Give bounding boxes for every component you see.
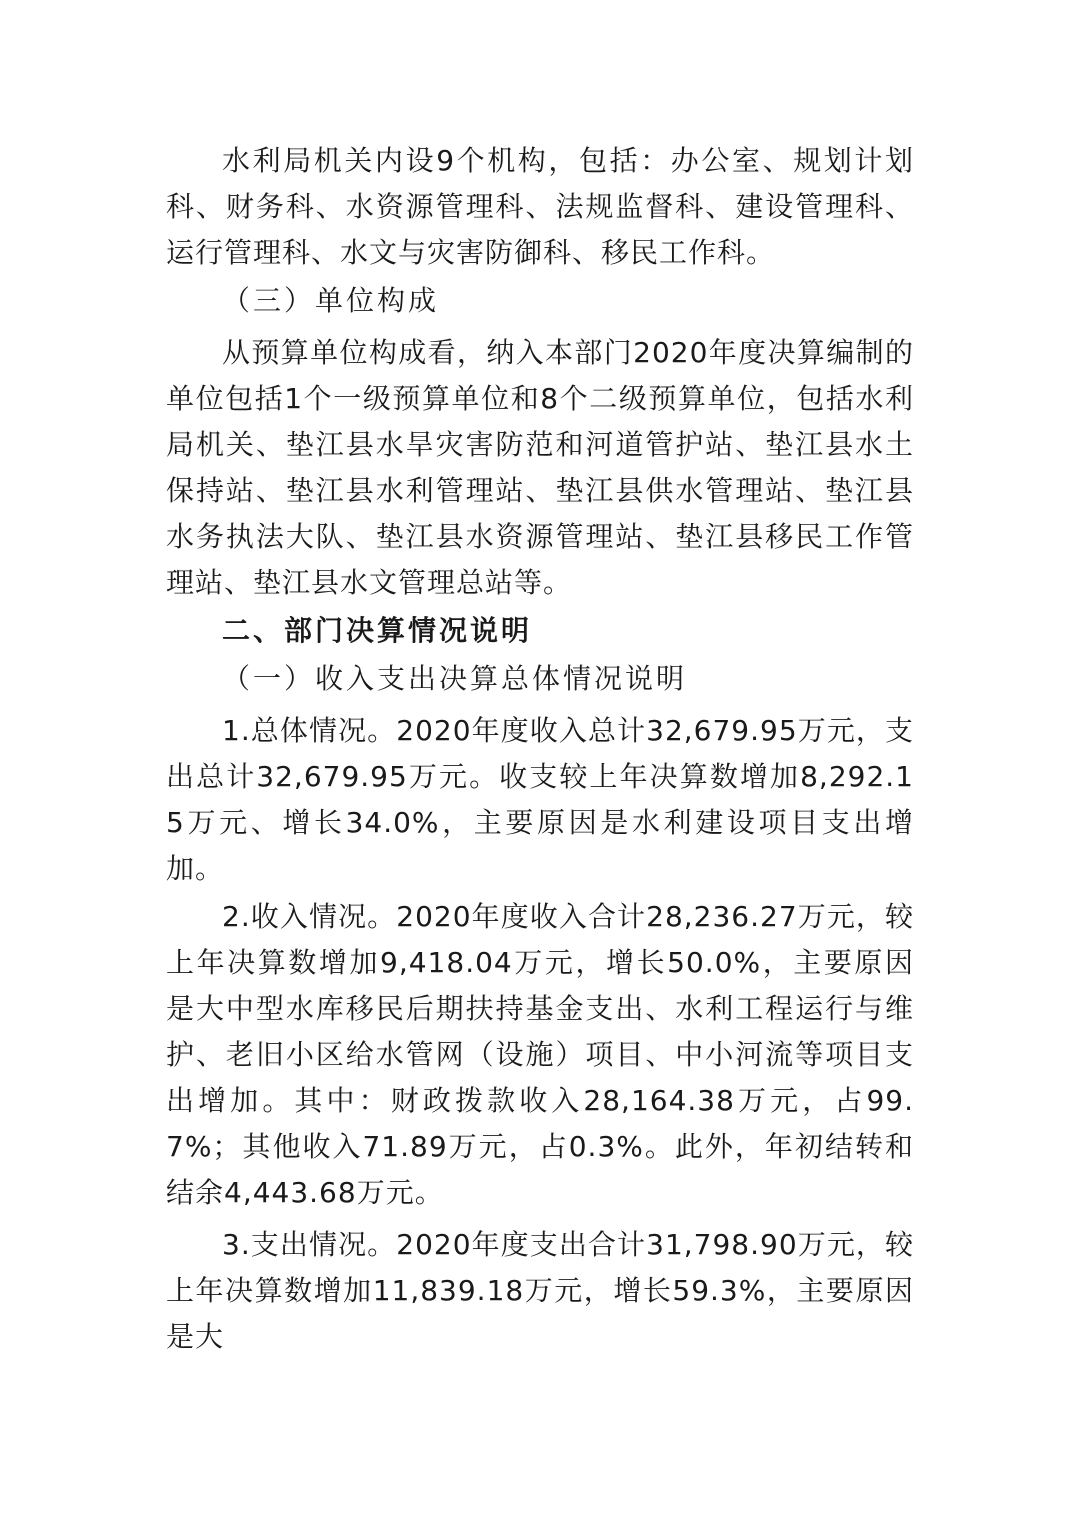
- paragraph-units: 从预算单位构成看，纳入本部门2020年度决算编制的单位包括1个一级预算单位和8个二级预算单位，包括水利局机关、垫江县水旱灾害防范和河道管护站、垫江县水土保持站、垫江县水利管理站、垫江县供水管理站、垫江县水务执法大队、垫江县水资源管理站、垫江县移民工作管理站、垫江县水文管理总站等。: [166, 336, 914, 599]
- subheading-unit-composition: （三）单位构成: [222, 284, 440, 317]
- section-heading-two: 二、部门决算情况说明: [222, 614, 533, 647]
- paragraph-institutions: 水利局机关内设9个机构，包括：办公室、规划计划科、财务科、水资源管理科、法规监督科、建设管理科、运行管理科、水文与灾害防御科、移民工作科。: [166, 144, 914, 269]
- subheading-overall: （一）收入支出决算总体情况说明: [222, 662, 688, 695]
- paragraph-income: 2.收入情况。2020年度收入合计28,236.27万元，较上年决算数增加9,418.04万元，增长50.0%，主要原因是大中型水库移民后期扶持基金支出、水利工程运行与维护、老旧小区给水管网（设施）项目、中小河流等项目支出增加。其中：财政拨款收入28,164.38万元，占99.7%；其他收入71.89万元，占0.3%。此外，年初结转和结余4,443.68万元。: [166, 900, 914, 1209]
- paragraph-overall: 1.总体情况。2020年度收入总计32,679.95万元，支出总计32,679.95万元。收支较上年决算数增加8,292.15万元、增长34.0%，主要原因是水利建设项目支出增加。: [166, 714, 914, 885]
- paragraph-expense: 3.支出情况。2020年度支出合计31,798.90万元，较上年决算数增加11,839.18万元，增长59.3%，主要原因是大: [166, 1228, 914, 1353]
- document-page: [166, 138, 914, 1360]
